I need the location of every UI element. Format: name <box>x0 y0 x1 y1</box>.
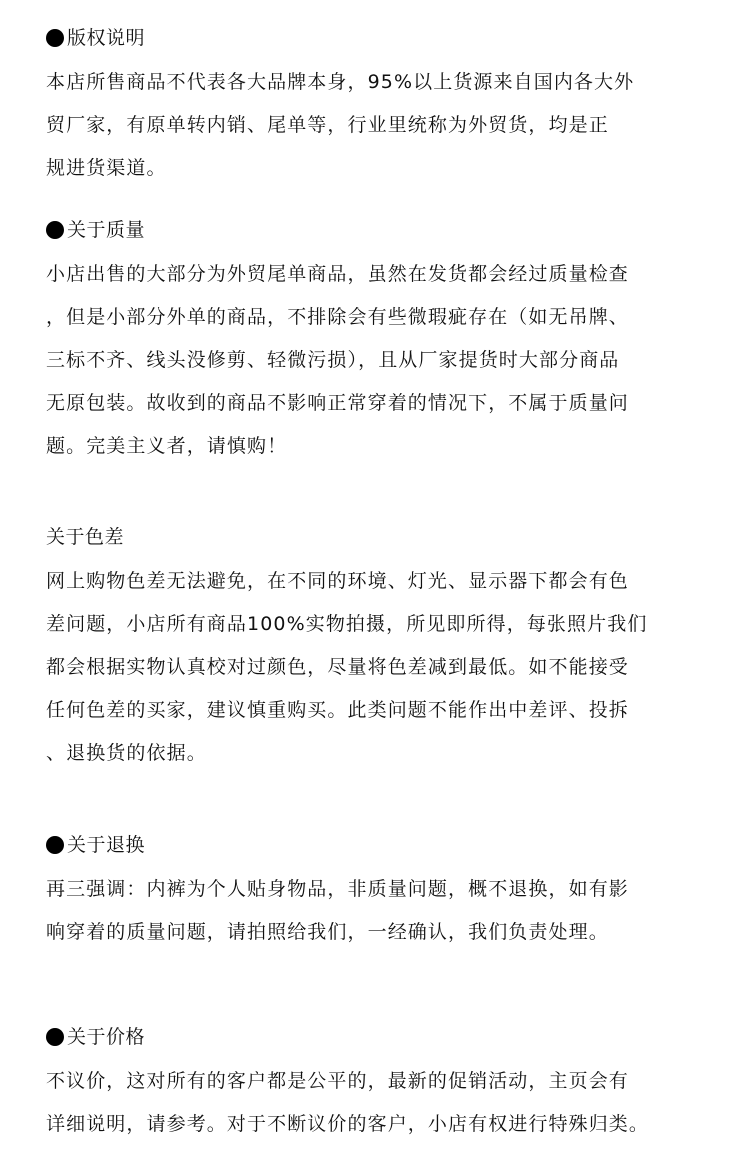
section-heading <box>46 218 726 242</box>
body-line: 响穿着的质量问题，请拍照给我们，一经确认，我们负责处理。 <box>46 921 609 943</box>
section-title: 版权说明 <box>67 27 146 49</box>
section-body <box>46 1069 726 1136</box>
bullet-icon <box>46 29 64 47</box>
body-line: 三标不齐、线头没修剪、轻微污损），且从厂家提货时大部分商品 <box>46 349 620 371</box>
body-line: ，但是小部分外单的商品，不排除会有些微瑕疵存在（如无吊牌、 <box>46 306 629 328</box>
bullet-icon <box>46 221 64 239</box>
body-line: 、退换货的依据。 <box>46 742 207 764</box>
section-pricing <box>46 1025 726 1136</box>
body-line: 贸厂家，有原单转内销、尾单等，行业里统称为外贸货，均是正 <box>46 114 609 136</box>
body-line: 小店出售的大部分为外贸尾单商品，虽然在发货都会经过质量检查 <box>46 263 629 285</box>
section-body <box>46 262 726 458</box>
body-line: 再三强调：内裤为个人贴身物品，非质量问题，概不退换，如有影 <box>46 878 629 900</box>
body-line: 详细说明，请参考。对于不断议价的客户，小店有权进行特殊归类。 <box>46 1113 650 1135</box>
body-line: 无原包装。故收到的商品不影响正常穿着的情况下，不属于质量问 <box>46 392 629 414</box>
section-color-difference <box>46 525 726 765</box>
section-quality <box>46 218 726 458</box>
section-title: 关于价格 <box>67 1026 146 1048</box>
section-heading <box>46 26 726 50</box>
section-title: 关于质量 <box>67 219 146 241</box>
section-returns <box>46 833 726 944</box>
bullet-icon <box>46 1028 64 1046</box>
section-copyright <box>46 26 726 180</box>
section-heading <box>46 1025 726 1049</box>
section-body <box>46 877 726 944</box>
section-body <box>46 70 726 180</box>
body-line: 题。完美主义者，请慎购！ <box>46 435 288 457</box>
section-body <box>46 569 726 765</box>
body-line: 都会根据实物认真校对过颜色，尽量将色差减到最低。如不能接受 <box>46 656 629 678</box>
body-line: 任何色差的买家，建议慎重购买。此类问题不能作出中差评、投拆 <box>46 699 629 721</box>
body-line: 本店所售商品不代表各大品牌本身，95%以上货源来自国内各大外 <box>46 71 635 93</box>
section-heading <box>46 525 726 549</box>
section-heading <box>46 833 726 857</box>
body-line: 网上购物色差无法避免，在不同的环境、灯光、显示器下都会有色 <box>46 570 629 592</box>
body-line: 差问题，小店所有商品100%实物拍摄，所见即所得，每张照片我们 <box>46 613 648 635</box>
body-line: 规进货渠道。 <box>46 157 167 179</box>
section-title: 关于退换 <box>67 834 146 856</box>
body-line: 不议价，这对所有的客户都是公平的，最新的促销活动，主页会有 <box>46 1070 629 1092</box>
bullet-icon <box>46 836 64 854</box>
section-title: 关于色差 <box>46 526 125 548</box>
